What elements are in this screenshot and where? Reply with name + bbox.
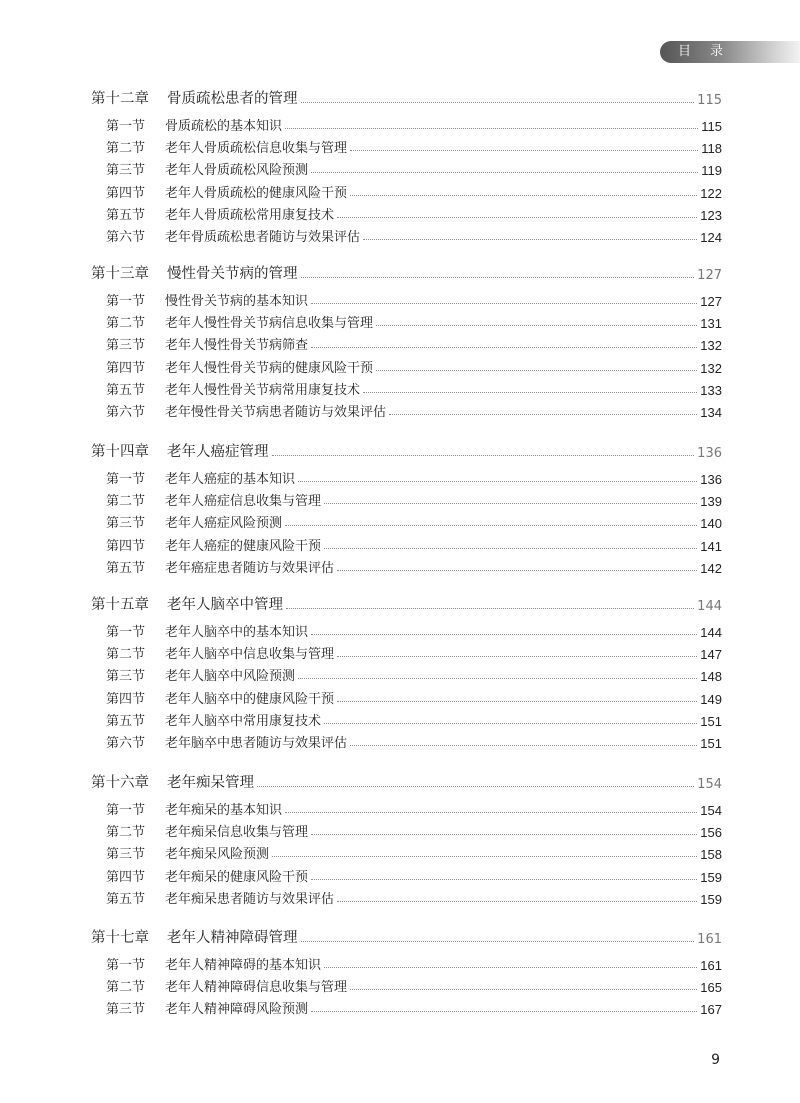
section-entry-page: 161: [700, 958, 722, 973]
chapter-entry-number: 第十二章: [91, 91, 149, 107]
chapter-entry[interactable]: [91, 590, 722, 614]
dot-leader: [324, 967, 697, 968]
dot-leader: [311, 303, 697, 304]
dot-leader: [311, 834, 697, 835]
section-entry-number: 第二节: [106, 141, 146, 157]
section-entry-title: 老年痴呆信息收集与管理: [165, 825, 309, 841]
chapter-entry-title: 老年人脑卒中管理: [167, 597, 283, 613]
section-entry-page: 123: [700, 207, 722, 223]
chapter-entry[interactable]: [91, 768, 722, 792]
section-entry[interactable]: [106, 731, 722, 751]
dot-leader: [298, 678, 697, 679]
section-entry-title: 老年人脑卒中的基本知识: [165, 625, 309, 640]
section-entry-number: 第五节: [106, 560, 146, 576]
section-entry-page: 134: [700, 405, 722, 420]
dot-leader: [257, 786, 694, 787]
section-entry-number: 第三节: [106, 516, 146, 532]
section-entry-title: 老年人慢性骨关节病筛查: [165, 338, 309, 354]
section-entry[interactable]: [106, 556, 722, 576]
section-entry-number: 第三节: [106, 163, 146, 179]
page-number: 9: [711, 1052, 720, 1068]
section-entry[interactable]: [106, 136, 722, 156]
toc-header-tab: [660, 41, 800, 63]
section-entry-page: 151: [700, 713, 722, 729]
chapter-entry-title: 骨质疏松患者的管理: [167, 91, 298, 107]
chapter-entry-number: 第十六章: [91, 775, 149, 791]
chapter-entry-number: 第十七章: [91, 930, 149, 946]
section-entry-page: 148: [700, 669, 722, 685]
toc-header-char-1: 目: [678, 44, 694, 59]
section-entry[interactable]: [106, 887, 722, 907]
dot-leader: [363, 392, 697, 393]
section-entry[interactable]: [106, 642, 722, 662]
section-entry[interactable]: [106, 620, 722, 640]
section-entry-number: 第五节: [106, 207, 146, 223]
section-entry[interactable]: [106, 798, 722, 818]
section-entry-title: 老年痴呆患者随访与效果评估: [165, 891, 335, 907]
dot-leader: [311, 347, 697, 348]
dot-leader: [272, 455, 695, 456]
dot-leader: [301, 102, 695, 103]
section-entry-number: 第四节: [106, 185, 146, 201]
section-entry-page: 159: [700, 891, 722, 907]
section-entry[interactable]: [106, 997, 722, 1017]
section-entry-page: 158: [700, 847, 722, 863]
section-entry-page: 140: [700, 516, 722, 532]
chapter-entry-number: 第十四章: [91, 444, 149, 460]
section-entry-title: 老年人癌症信息收集与管理: [165, 494, 322, 510]
section-entry[interactable]: [106, 975, 722, 995]
section-entry-page: 132: [700, 338, 722, 354]
section-entry-number: 第三节: [106, 847, 146, 863]
dot-leader: [285, 812, 697, 813]
section-entry[interactable]: [106, 203, 722, 223]
section-entry-title: 老年人癌症的基本知识: [165, 472, 296, 487]
section-entry[interactable]: [106, 467, 722, 487]
section-entry-title: 骨质疏松的基本知识: [165, 119, 283, 134]
chapter-entry-page: 161: [697, 932, 722, 947]
section-entry-page: 118: [701, 141, 722, 157]
section-entry-page: 159: [700, 869, 722, 885]
section-entry-title: 老年骨质疏松患者随访与效果评估: [165, 230, 361, 245]
section-entry[interactable]: [106, 225, 722, 245]
section-entry[interactable]: [106, 953, 722, 973]
section-entry-number: 第五节: [106, 891, 146, 907]
section-entry-title: 老年人骨质疏松信息收集与管理: [165, 141, 348, 157]
dot-leader: [363, 239, 697, 240]
section-entry-page: 156: [700, 825, 722, 841]
dot-leader: [350, 745, 697, 746]
section-entry-title: 老年脑卒中患者随访与效果评估: [165, 736, 348, 751]
chapter-entry-page: 115: [697, 93, 722, 108]
section-entry-number: 第一节: [106, 472, 146, 487]
dot-leader: [337, 217, 697, 218]
dot-leader: [324, 723, 697, 724]
chapter-entry-page: 154: [697, 777, 722, 792]
section-entry[interactable]: [106, 400, 722, 420]
section-entry-number: 第三节: [106, 1002, 146, 1018]
chapter-entry-number: 第十三章: [91, 266, 149, 282]
dot-leader: [389, 414, 697, 415]
section-entry[interactable]: [106, 842, 722, 862]
chapter-entry-title: 老年痴呆管理: [167, 775, 254, 791]
dot-leader: [272, 856, 697, 857]
section-entry-page: 119: [701, 163, 722, 179]
section-entry-number: 第五节: [106, 382, 146, 398]
section-entry-number: 第一节: [106, 958, 146, 973]
section-entry-title: 老年人脑卒中风险预测: [165, 669, 296, 685]
section-entry-page: 151: [700, 736, 722, 751]
section-entry-page: 149: [700, 691, 722, 707]
section-entry-page: 133: [700, 382, 722, 398]
section-entry-number: 第一节: [106, 803, 146, 818]
dot-leader: [285, 128, 698, 129]
section-entry[interactable]: [106, 820, 722, 840]
dot-leader: [285, 525, 697, 526]
section-entry[interactable]: [106, 181, 722, 201]
dot-leader: [350, 989, 697, 990]
section-entry[interactable]: [106, 114, 722, 134]
section-entry-title: 老年人慢性骨关节病的健康风险干预: [165, 360, 374, 376]
dot-leader: [324, 548, 697, 549]
section-entry[interactable]: [106, 356, 722, 376]
section-entry-title: 老年人脑卒中常用康复技术: [165, 713, 322, 729]
dot-leader: [311, 879, 697, 880]
section-entry-number: 第二节: [106, 316, 146, 332]
dot-leader: [337, 570, 697, 571]
dot-leader: [337, 701, 697, 702]
dot-leader: [311, 1011, 697, 1012]
section-entry-title: 老年人骨质疏松的健康风险干预: [165, 185, 348, 201]
dot-leader: [311, 634, 697, 635]
section-entry-number: 第六节: [106, 230, 146, 245]
section-entry-title: 老年人精神障碍信息收集与管理: [165, 980, 348, 996]
section-entry-page: 142: [700, 560, 722, 576]
section-entry-number: 第五节: [106, 713, 146, 729]
section-entry[interactable]: [106, 865, 722, 885]
section-entry-title: 老年癌症患者随访与效果评估: [165, 560, 335, 576]
chapter-entry-page: 136: [697, 446, 722, 461]
chapter-entry-title: 慢性骨关节病的管理: [167, 266, 298, 282]
dot-leader: [350, 150, 698, 151]
section-entry-page: 136: [700, 472, 722, 487]
section-entry-number: 第二节: [106, 825, 146, 841]
section-entry-title: 老年人精神障碍风险预测: [165, 1002, 309, 1018]
section-entry-title: 老年人脑卒中信息收集与管理: [165, 647, 335, 663]
section-entry-page: 132: [700, 360, 722, 376]
section-entry-title: 老年人癌症风险预测: [165, 516, 283, 532]
section-entry-page: 147: [700, 647, 722, 663]
chapter-entry-title: 老年人精神障碍管理: [167, 930, 298, 946]
section-entry-number: 第四节: [106, 538, 146, 554]
section-entry-title: 老年人慢性骨关节病信息收集与管理: [165, 316, 374, 332]
section-entry-number: 第一节: [106, 294, 146, 309]
section-entry-title: 慢性骨关节病的基本知识: [165, 294, 309, 309]
dot-leader: [337, 901, 697, 902]
chapter-entry-page: 127: [697, 268, 722, 283]
chapter-entry[interactable]: [91, 923, 722, 947]
toc-header-char-2: 录: [710, 44, 726, 59]
section-entry-title: 老年人脑卒中的健康风险干预: [165, 691, 335, 707]
section-entry-number: 第二节: [106, 980, 146, 996]
section-entry-number: 第四节: [106, 360, 146, 376]
section-entry-page: 122: [700, 185, 722, 201]
section-entry-page: 165: [700, 980, 722, 996]
section-entry-page: 167: [700, 1002, 722, 1018]
dot-leader: [286, 608, 694, 609]
section-entry[interactable]: [106, 511, 722, 531]
section-entry-title: 老年痴呆风险预测: [165, 847, 270, 863]
dot-leader: [311, 172, 698, 173]
section-entry[interactable]: [106, 333, 722, 353]
dot-leader: [376, 370, 697, 371]
section-entry[interactable]: [106, 489, 722, 509]
section-entry-number: 第四节: [106, 691, 146, 707]
section-entry-title: 老年人癌症的健康风险干预: [165, 538, 322, 554]
section-entry[interactable]: [106, 311, 722, 331]
section-entry-page: 131: [700, 316, 722, 332]
section-entry-number: 第二节: [106, 494, 146, 510]
section-entry-page: 127: [700, 294, 722, 309]
dot-leader: [324, 503, 697, 504]
section-entry[interactable]: [106, 664, 722, 684]
section-entry-title: 老年痴呆的基本知识: [165, 803, 283, 818]
section-entry[interactable]: [106, 289, 722, 309]
section-entry[interactable]: [106, 687, 722, 707]
section-entry-number: 第三节: [106, 338, 146, 354]
dot-leader: [350, 195, 697, 196]
section-entry-number: 第二节: [106, 647, 146, 663]
section-entry-number: 第三节: [106, 669, 146, 685]
section-entry-page: 144: [700, 625, 722, 640]
section-entry-number: 第一节: [106, 625, 146, 640]
chapter-entry[interactable]: [91, 84, 722, 108]
chapter-entry-page: 144: [697, 599, 722, 614]
chapter-entry-title: 老年人癌症管理: [167, 444, 269, 460]
dot-leader: [301, 277, 695, 278]
dot-leader: [337, 656, 697, 657]
section-entry-page: 154: [700, 803, 722, 818]
section-entry-page: 139: [700, 494, 722, 510]
chapter-entry[interactable]: [91, 437, 722, 461]
chapter-entry-number: 第十五章: [91, 597, 149, 613]
section-entry-title: 老年人骨质疏松风险预测: [165, 163, 309, 179]
section-entry-title: 老年人精神障碍的基本知识: [165, 958, 322, 973]
section-entry-title: 老年人骨质疏松常用康复技术: [165, 207, 335, 223]
section-entry-number: 第四节: [106, 869, 146, 885]
section-entry[interactable]: [106, 158, 722, 178]
section-entry-number: 第六节: [106, 736, 146, 751]
section-entry-title: 老年慢性骨关节病患者随访与效果评估: [165, 405, 387, 420]
dot-leader: [301, 941, 695, 942]
dot-leader: [376, 325, 697, 326]
section-entry-page: 141: [700, 538, 722, 554]
section-entry-title: 老年人慢性骨关节病常用康复技术: [165, 382, 361, 398]
section-entry-number: 第六节: [106, 405, 146, 420]
section-entry-number: 第一节: [106, 119, 146, 134]
dot-leader: [298, 481, 697, 482]
section-entry-title: 老年痴呆的健康风险干预: [165, 869, 309, 885]
section-entry[interactable]: [106, 534, 722, 554]
section-entry[interactable]: [106, 378, 722, 398]
section-entry-page: 115: [701, 119, 722, 134]
chapter-entry[interactable]: [91, 259, 722, 283]
section-entry-page: 124: [700, 230, 722, 245]
section-entry[interactable]: [106, 709, 722, 729]
